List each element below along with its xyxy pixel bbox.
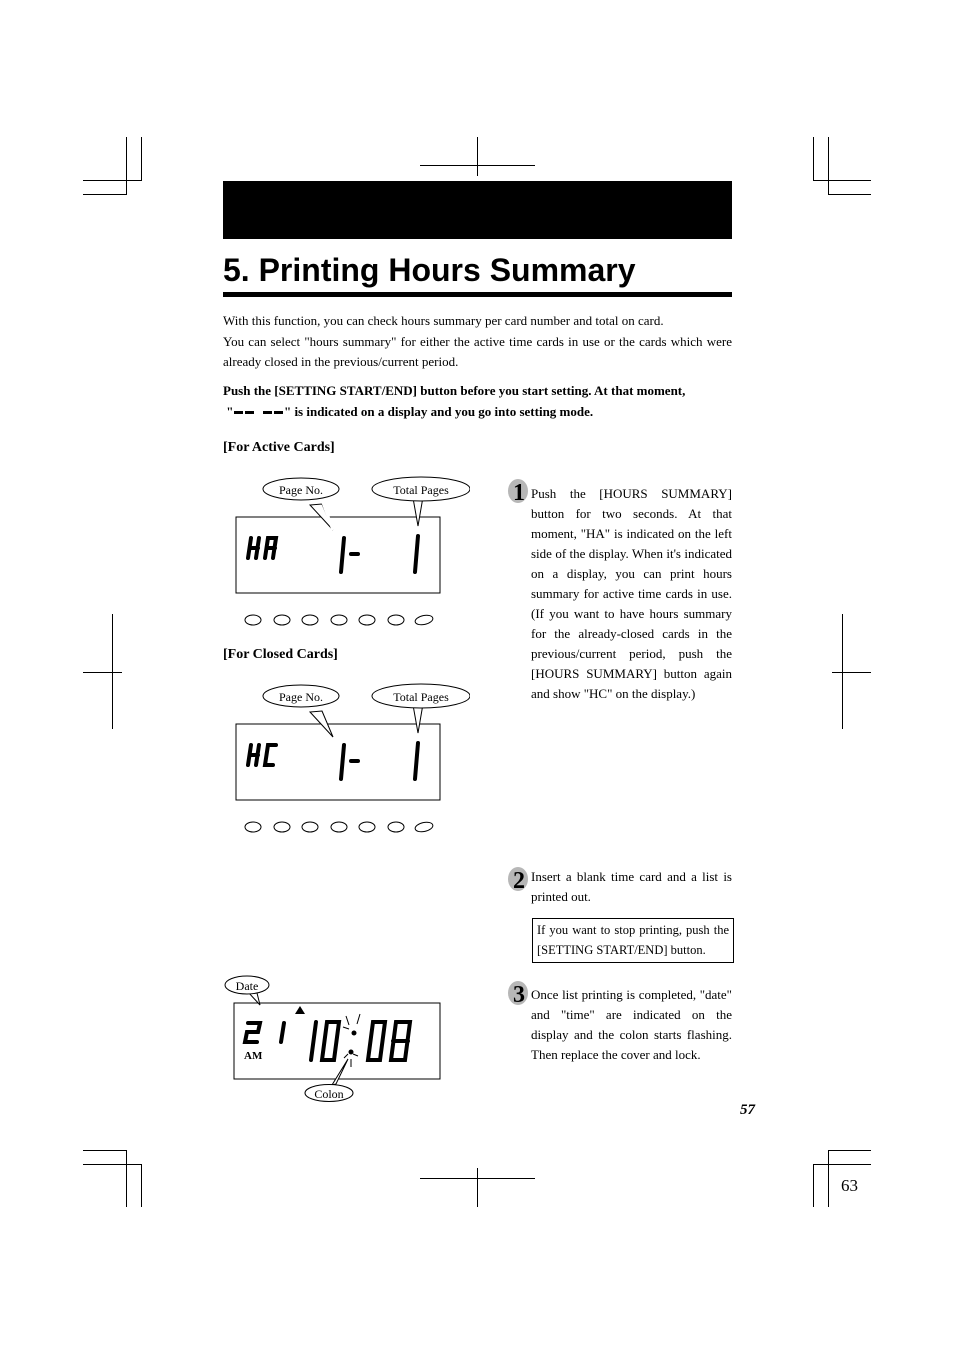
chapter-header-bar [223, 181, 732, 239]
outer-page-number: 63 [841, 1176, 858, 1195]
section-closed-cards: [For Closed Cards] [223, 647, 338, 662]
closed-display-figure [230, 677, 470, 837]
page-title: 5. Printing Hours Summary [223, 252, 636, 288]
intro-line-2: You can select "hours summary" for either the active time cards in use or the cards which were already closed in the previous/current period. [223, 333, 732, 369]
setup-instruction [223, 381, 732, 422]
page-no-label: Page No. [279, 483, 323, 497]
setup-part-1: Push the [SETTING START/END] button before you start setting. At that moment, [223, 383, 686, 398]
step-1-text: Push the [HOURS SUMMARY] button for two seconds. At that moment, "HA" is indicated on the left side of the display. When it's indicated on a display, you can print hours summary for active time cards in use. (If you want to have hours summary for the already-closed cards in the previous/current period, push the [HOURS SUMMARY] button again and show "HC" on the display.) [531, 486, 732, 701]
intro-text [223, 311, 732, 373]
page-no-label: Page No. [279, 690, 323, 704]
stop-printing-note: If you want to stop printing, push the [SETTING START/END] button. [532, 918, 734, 963]
dash-display-icon [233, 404, 284, 419]
svg-text:3: 3 [513, 982, 525, 1006]
title-underline [223, 292, 732, 297]
step-1-number-icon [507, 478, 531, 504]
svg-text:1: 1 [513, 480, 525, 504]
quote-close: " [283, 403, 292, 419]
step-3-text: Once list printing is completed, "date" and "time" are indicated on the display and the colon starts flashing. Then replace the cover and lock. [531, 987, 732, 1062]
colon-label: Colon [314, 1087, 344, 1101]
ampm-indicator: AM [244, 1050, 263, 1062]
setup-part-2: is indicated on a display and you go into setting mode. [291, 403, 594, 419]
intro-line-1: With this function, you can check hours summary per card number and total on card. [223, 313, 664, 328]
svg-text:2: 2 [513, 868, 525, 892]
step-2-text: Insert a blank time card and a list is printed out. [531, 869, 732, 904]
step-3-number-icon [507, 980, 531, 1006]
total-pages-label: Total Pages [393, 483, 449, 497]
button-row [245, 614, 434, 627]
active-display-figure [230, 470, 470, 630]
inner-page-number: 57 [740, 1102, 755, 1118]
quote-open: " [226, 403, 234, 419]
button-row [245, 821, 434, 834]
date-label: Date [235, 979, 259, 993]
total-pages-label: Total Pages [393, 690, 449, 704]
step-2-number-icon [507, 866, 531, 892]
section-active-cards: [For Active Cards] [223, 440, 335, 455]
clock-display-figure [220, 972, 450, 1107]
